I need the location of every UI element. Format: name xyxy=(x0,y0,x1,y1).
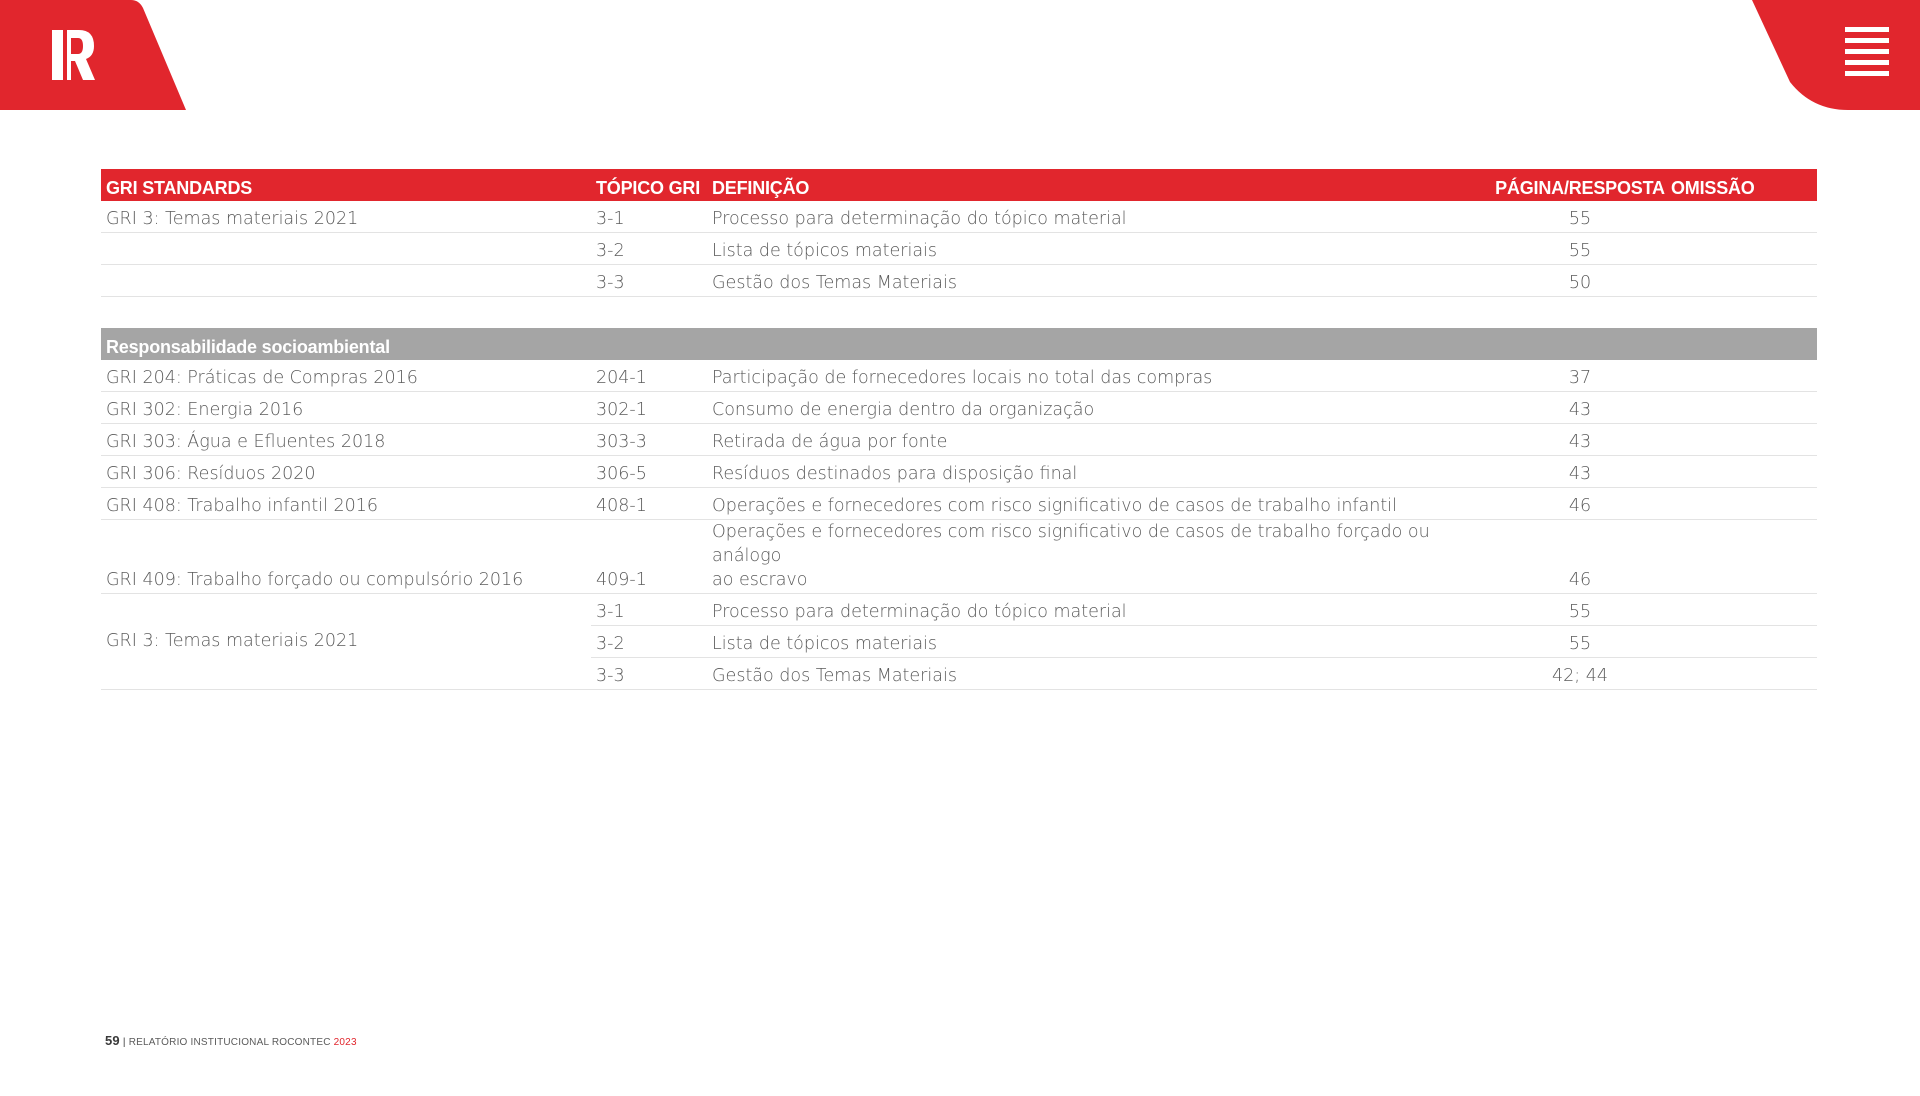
topic-cell: 303-3 xyxy=(591,424,707,456)
definition-cell xyxy=(707,520,1494,594)
standard-cell: GRI 306: Resíduos 2020 xyxy=(101,456,591,488)
omission-cell xyxy=(1666,626,1817,658)
definition-cell: Gestão dos Temas Materiais xyxy=(707,658,1494,690)
definition-cell: Resíduos destinados para disposição final xyxy=(707,456,1494,488)
table-row xyxy=(101,265,1817,297)
section-title: Responsabilidade socioambiental xyxy=(101,328,1817,360)
table-row xyxy=(101,488,1817,520)
standard-cell: GRI 408: Trabalho infantil 2016 xyxy=(101,488,591,520)
table-row xyxy=(101,456,1817,488)
omission-cell xyxy=(1666,488,1817,520)
report-title: RELATÓRIO INSTITUCIONAL ROCONTEC xyxy=(128,1037,331,1048)
page-cell: 37 xyxy=(1494,360,1666,392)
definition-cell: Processo para determinação do tópico material xyxy=(707,594,1494,626)
page-cell: 43 xyxy=(1494,456,1666,488)
page-cell: 43 xyxy=(1494,424,1666,456)
standard-cell: GRI 409: Trabalho forçado ou compulsório 2016 xyxy=(101,520,591,594)
omission-cell xyxy=(1666,360,1817,392)
page-cell: 46 xyxy=(1494,488,1666,520)
table-header-row xyxy=(101,169,1817,201)
standard-cell xyxy=(101,233,591,265)
page-cell: 50 xyxy=(1494,265,1666,297)
definition-cell: Processo para determinação do tópico material xyxy=(707,201,1494,233)
page-cell: 55 xyxy=(1494,201,1666,233)
page-cell: 55 xyxy=(1494,233,1666,265)
page-footer xyxy=(105,1033,357,1048)
omission-cell xyxy=(1666,233,1817,265)
standard-cell xyxy=(101,265,591,297)
topic-cell: 204-1 xyxy=(591,360,707,392)
hamburger-menu-icon xyxy=(1752,0,1920,110)
definition-cell: Gestão dos Temas Materiais xyxy=(707,265,1494,297)
omission-cell xyxy=(1666,201,1817,233)
definition-cell: Consumo de energia dentro da organização xyxy=(707,392,1494,424)
menu-button[interactable] xyxy=(1752,0,1920,110)
omission-cell xyxy=(1666,658,1817,690)
table-row xyxy=(101,520,1817,594)
topic-cell: 408-1 xyxy=(591,488,707,520)
topic-cell: 306-5 xyxy=(591,456,707,488)
topic-cell: 3-3 xyxy=(591,265,707,297)
header-gri-standards: GRI STANDARDS xyxy=(101,169,591,201)
definition-cell: Lista de tópicos materiais xyxy=(707,626,1494,658)
topic-cell: 3-2 xyxy=(591,233,707,265)
page-cell: 46 xyxy=(1494,520,1666,594)
page-cell: 55 xyxy=(1494,626,1666,658)
table-row xyxy=(101,201,1817,233)
standard-cell: GRI 204: Práticas de Compras 2016 xyxy=(101,360,591,392)
page-cell: 55 xyxy=(1494,594,1666,626)
header-omission: OMISSÃO xyxy=(1666,169,1817,201)
page-cell: 42; 44 xyxy=(1494,658,1666,690)
topic-cell: 302-1 xyxy=(591,392,707,424)
topic-cell: 3-1 xyxy=(591,201,707,233)
table-row xyxy=(101,360,1817,392)
topic-cell: 3-2 xyxy=(591,626,707,658)
omission-cell xyxy=(1666,424,1817,456)
header-definition: DEFINIÇÃO xyxy=(707,169,1494,201)
definition-line-2: ao escravo xyxy=(712,570,808,590)
report-year: 2023 xyxy=(333,1037,357,1048)
topic-cell: 409-1 xyxy=(591,520,707,594)
standard-cell: GRI 302: Energia 2016 xyxy=(101,392,591,424)
table-row xyxy=(101,233,1817,265)
definition-cell: Lista de tópicos materiais xyxy=(707,233,1494,265)
logo-home-link[interactable] xyxy=(0,0,186,110)
topic-cell: 3-3 xyxy=(591,658,707,690)
gri-content-table xyxy=(101,169,1817,690)
section-header-row xyxy=(101,328,1817,360)
spacer-row xyxy=(101,297,1817,329)
footer-separator: | xyxy=(122,1037,126,1048)
topic-cell: 3-1 xyxy=(591,594,707,626)
definition-cell: Participação de fornecedores locais no total das compras xyxy=(707,360,1494,392)
table-row xyxy=(101,392,1817,424)
omission-cell xyxy=(1666,594,1817,626)
omission-cell xyxy=(1666,265,1817,297)
omission-cell xyxy=(1666,520,1817,594)
page-number: 59 xyxy=(105,1033,120,1048)
standard-cell: GRI 3: Temas materiais 2021 xyxy=(101,201,591,233)
standard-cell: GRI 303: Água e Efluentes 2018 xyxy=(101,424,591,456)
definition-cell: Retirada de água por fonte xyxy=(707,424,1494,456)
page-cell: 43 xyxy=(1494,392,1666,424)
omission-cell xyxy=(1666,392,1817,424)
standard-cell: GRI 3: Temas materiais 2021 xyxy=(101,594,591,690)
table-row xyxy=(101,424,1817,456)
header-topic: TÓPICO GRI xyxy=(591,169,707,201)
definition-cell: Operações e fornecedores com risco significativo de casos de trabalho infantil xyxy=(707,488,1494,520)
table-row xyxy=(101,594,1817,626)
header-page: PÁGINA/RESPOSTA xyxy=(1494,169,1666,201)
definition-line-1: Operações e fornecedores com risco significativo de casos de trabalho forçado ou análogo xyxy=(712,522,1430,566)
r-logo-icon xyxy=(0,0,186,110)
omission-cell xyxy=(1666,456,1817,488)
